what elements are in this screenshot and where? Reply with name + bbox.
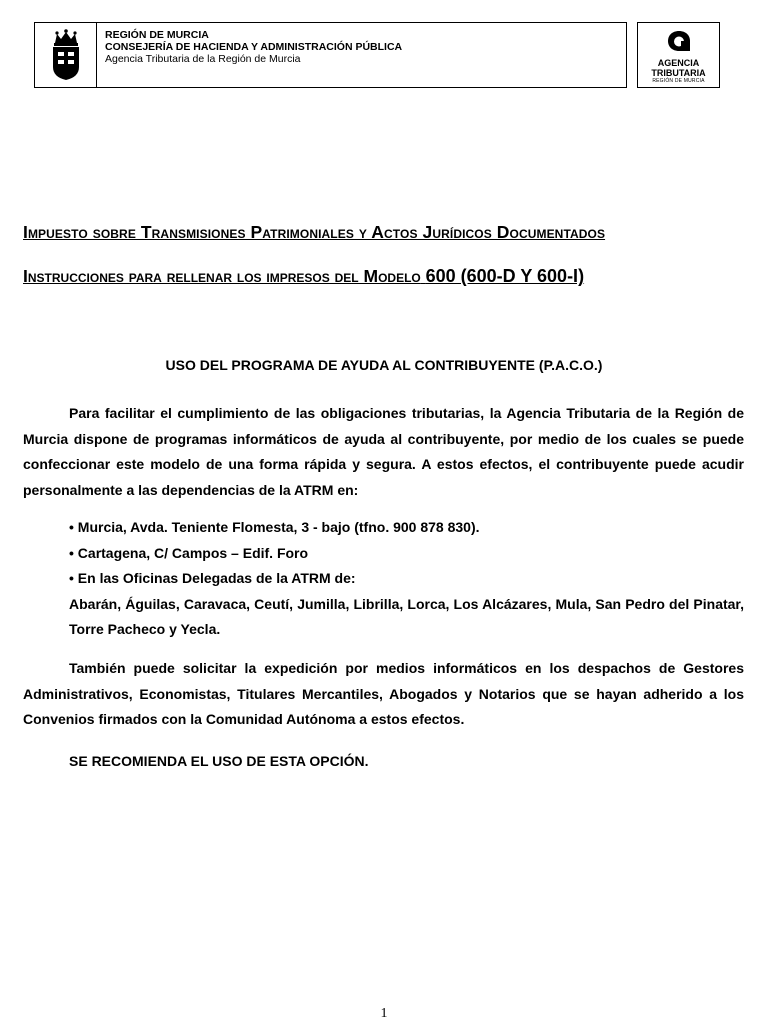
logo-line1: AGENCIA (657, 58, 700, 68)
crest-cell (35, 23, 97, 87)
header-consejeria: CONSEJERÍA DE HACIENDA Y ADMINISTRACIÓN PÚBLICA (105, 41, 403, 53)
list-item: • En las Oficinas Delegadas de la ATRM de: (69, 570, 356, 587)
logo-line2: TRIBUTARIA (651, 68, 706, 78)
document-header (34, 22, 627, 88)
agency-logo-icon (667, 30, 691, 52)
list-item: • Cartagena, C/ Campos – Edif. Foro (69, 544, 309, 561)
header-text (97, 23, 402, 87)
subtitle (23, 266, 584, 287)
towns-list: Abarán, Águilas, Caravaca, Ceutí, Jumilla, Librilla, Lorca, Los Alcázares, Mula, San Pedro del Pinatar, Torre Pacheco y Yecla. (69, 595, 744, 638)
paragraph-intro: Para facilitar el cumplimiento de las obligaciones tributarias, la Agencia Tributaria de la Región de Murcia dispone de programas informáticos de ayuda al contribuyente, por medio de los cuales se puede confeccionar este modelo de una forma rápida y segura. A estos efectos, el contribuyente puede acudir personalmente a las dependencias de la ATRM en: (23, 405, 744, 498)
subtitle-text: Instrucciones para rellenar los impresos del Modelo (23, 266, 421, 286)
offices-list (69, 515, 744, 643)
section-heading: USO DEL PROGRAMA DE AYUDA AL CONTRIBUYENTE (P.A.C.O.) (165, 357, 603, 373)
paragraph-professionals: También puede solicitar la expedición por medios informáticos en los despachos de Gestores Administrativos, Economistas, Titulares Mercantiles, Abogados y Notarios que se hayan adherido a los Convenios firmados con la Comunidad Autónoma a estos efectos. (23, 660, 744, 728)
header-agency: Agencia Tributaria de la Región de Murcia (105, 53, 301, 65)
header-region: REGIÓN DE MURCIA (105, 29, 209, 41)
agency-logo-box (637, 22, 720, 88)
coat-of-arms-icon (49, 29, 83, 81)
recommendation: SE RECOMIENDA EL USO DE ESTA OPCIÓN. (69, 753, 369, 769)
main-title: Impuesto sobre Transmisiones Patrimoniales y Actos Jurídicos Documentados (23, 222, 606, 242)
list-item: • Murcia, Avda. Teniente Flomesta, 3 - bajo (tfno. 900 878 830). (69, 519, 480, 535)
logo-line3: REGIÓN DE MURCIA (652, 78, 705, 84)
page-number: 1 (380, 1006, 388, 1021)
subtitle-model: 600 (600-D Y 600-I) (425, 266, 585, 286)
